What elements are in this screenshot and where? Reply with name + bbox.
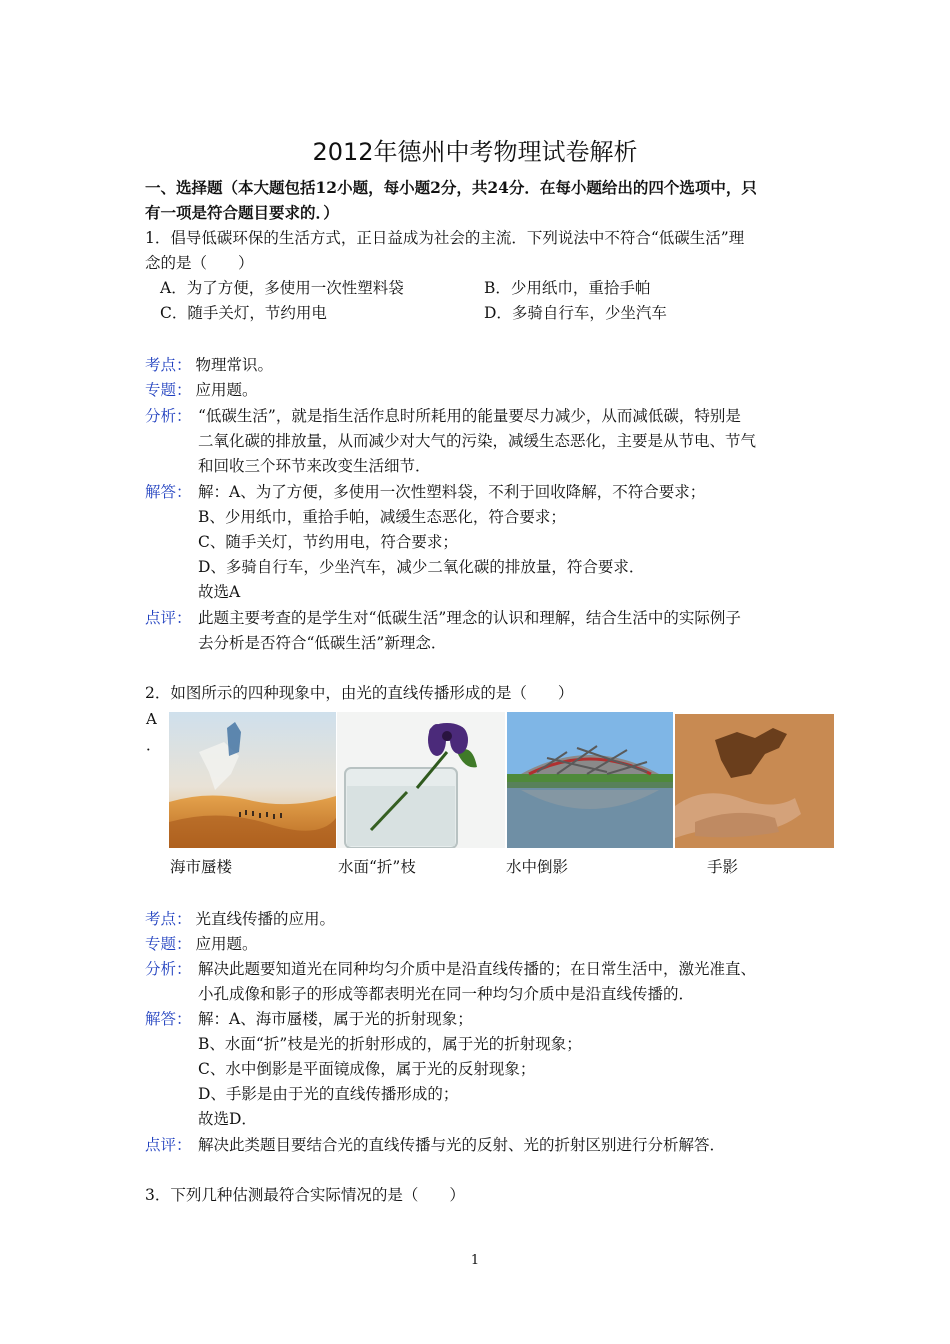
q2-image-hand-shadow bbox=[675, 714, 834, 848]
q3-stem: 3．下列几种估测最符合实际情况的是（ ） bbox=[145, 1186, 465, 1204]
q2-kaodian-text: 光直线传播的应用。 bbox=[195, 910, 336, 928]
q1-fenxi-line1: “低碳生活”，就是指生活作息时所耗用的能量要尽力减少，从而减低碳，特别是 bbox=[198, 407, 741, 425]
q2-fenxi-line2: 小孔成像和影子的形成等都表明光在同一种均匀介质中是沿直线传播的． bbox=[198, 985, 695, 1003]
q2-fenxi: 分析： bbox=[145, 960, 192, 978]
q1-fenxi-line2: 二氧化碳的排放量，从而减少对大气的污染，减缓生态恶化，主要是从节电、节气 bbox=[198, 432, 757, 450]
q2-jieda-label: 解答 bbox=[145, 1010, 177, 1028]
q1-jieda-line2: B、少用纸巾，重拾手帕，减缓生态恶化，符合要求； bbox=[198, 508, 566, 526]
q1-fenxi-label: 分析 bbox=[145, 407, 177, 425]
page-title: 2012年德州中考物理试卷解析 bbox=[312, 138, 638, 166]
q2-caption-d: 手影 bbox=[707, 858, 739, 876]
q1-jieda-line3: C、随手关灯，节约用电，符合要求； bbox=[198, 533, 458, 551]
q2-dianping-label: 点评 bbox=[145, 1136, 177, 1154]
q1-stem-line1: 1．倡导低碳环保的生活方式，正日益成为社会的主流．下列说法中不符合“低碳生活”理 bbox=[145, 229, 745, 247]
q1-jieda-line1: 解：A、为了方便，多使用一次性塑料袋，不利于回收降解，不符合要求； bbox=[198, 483, 706, 501]
q1-zhuanti-text: 应用题。 bbox=[195, 381, 258, 399]
q2-zhuanti: 专题： 应用题。 bbox=[145, 935, 258, 953]
page-number: 1 bbox=[470, 1253, 480, 1268]
q2-jieda-line3: C、水中倒影是平面镜成像，属于光的反射现象； bbox=[198, 1060, 536, 1078]
q2-caption-b: 水面“折”枝 bbox=[338, 858, 416, 876]
q2-dianping: 点评： bbox=[145, 1136, 192, 1154]
q1-option-c: C．随手关灯，节约用电 bbox=[160, 304, 327, 322]
q2-kaodian-label: 考点 bbox=[145, 910, 177, 928]
q2-letter-a-dot: ． bbox=[146, 736, 162, 754]
q2-jieda: 解答： bbox=[145, 1010, 192, 1028]
q2-image-bent-stick bbox=[337, 712, 505, 848]
q1-jieda-line5: 故选A bbox=[198, 583, 241, 601]
q1-dianping-line1: 此题主要考查的是学生对“低碳生活”理念的认识和理解，结合生活中的实际例子 bbox=[198, 609, 741, 627]
section-heading-line1: 一、选择题（本大题包括12小题，每小题2分，共24分．在每小题给出的四个选项中，只 bbox=[145, 178, 757, 197]
q2-image-mirage bbox=[169, 712, 336, 848]
q1-kaodian-text: 物理常识。 bbox=[195, 356, 274, 374]
q2-stem: 2．如图所示的四种现象中，由光的直线传播形成的是（ ） bbox=[145, 684, 574, 702]
q2-kaodian: 考点： 光直线传播的应用。 bbox=[145, 910, 336, 928]
q2-caption-a: 海市蜃楼 bbox=[170, 858, 233, 876]
section-heading-line2: 有一项是符合题目要求的．） bbox=[145, 203, 339, 222]
q1-jieda-label: 解答 bbox=[145, 483, 177, 501]
q1-zhuanti: 专题： 应用题。 bbox=[145, 381, 258, 399]
q2-jieda-line4: D、手影是由于光的直线传播形成的； bbox=[198, 1085, 459, 1103]
q2-fenxi-line1: 解决此题要知道光在同种均匀介质中是沿直线传播的；在日常生活中，激光准直、 bbox=[198, 960, 757, 978]
q1-option-a: A．为了方便，多使用一次性塑料袋 bbox=[160, 279, 404, 297]
q1-dianping-label: 点评 bbox=[145, 609, 177, 627]
q1-kaodian: 考点： 物理常识。 bbox=[145, 356, 274, 374]
q2-letter-a: A bbox=[146, 710, 157, 728]
q1-fenxi: 分析： bbox=[145, 407, 192, 425]
q1-fenxi-line3: 和回收三个环节来改变生活细节． bbox=[198, 457, 431, 475]
q2-zhuanti-label: 专题 bbox=[145, 935, 177, 953]
q1-option-b: B．少用纸巾，重拾手帕 bbox=[484, 279, 651, 297]
q2-zhuanti-text: 应用题。 bbox=[195, 935, 258, 953]
q1-stem-line2: 念的是（ ） bbox=[145, 254, 254, 272]
q1-dianping-line2: 去分析是否符合“低碳生活”新理念． bbox=[198, 634, 447, 652]
q1-zhuanti-label: 专题 bbox=[145, 381, 177, 399]
q2-jieda-line2: B、水面“折”枝是光的折射形成的，属于光的折射现象； bbox=[198, 1035, 582, 1053]
q2-image-reflection bbox=[507, 712, 673, 848]
q2-dianping-line1: 解决此类题目要结合光的直线传播与光的反射、光的折射区别进行分析解答． bbox=[198, 1136, 726, 1154]
q1-dianping: 点评： bbox=[145, 609, 192, 627]
q2-fenxi-label: 分析 bbox=[145, 960, 177, 978]
q1-jieda: 解答： bbox=[145, 483, 192, 501]
q2-caption-c: 水中倒影 bbox=[506, 858, 569, 876]
q2-jieda-line5: 故选D． bbox=[198, 1110, 257, 1128]
q1-kaodian-label: 考点 bbox=[145, 356, 177, 374]
q2-jieda-line1: 解：A、海市蜃楼，属于光的折射现象； bbox=[198, 1010, 473, 1028]
q1-jieda-line4: D、多骑自行车，少坐汽车，减少二氧化碳的排放量，符合要求． bbox=[198, 558, 645, 576]
q1-option-d: D．多骑自行车，少坐汽车 bbox=[484, 304, 667, 322]
